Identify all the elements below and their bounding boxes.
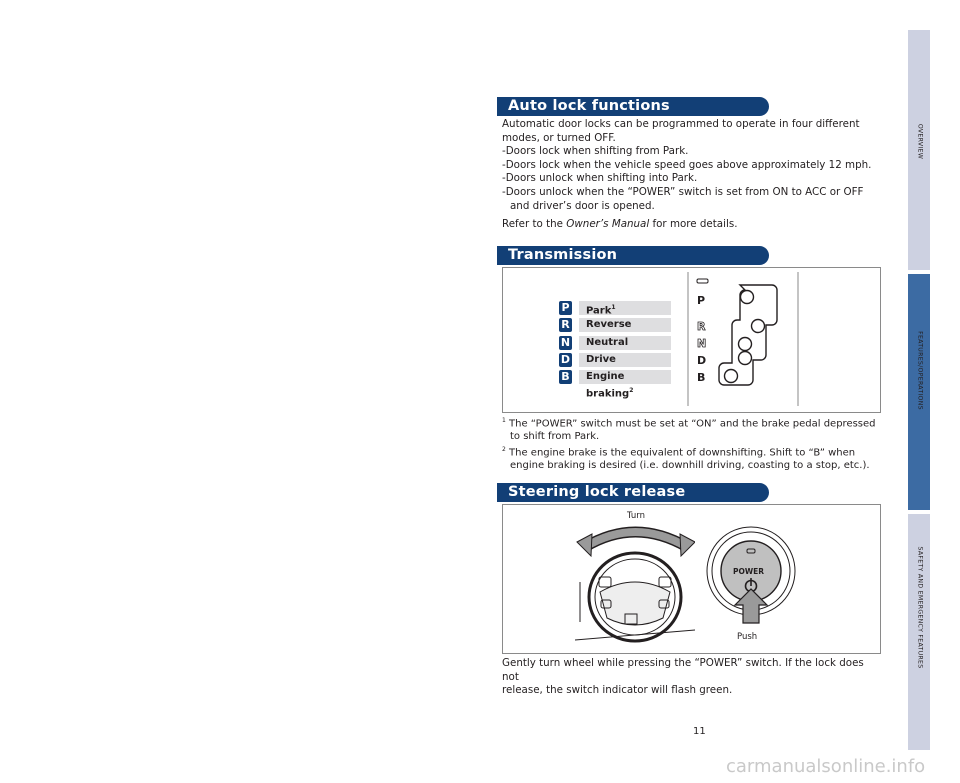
gear-badge-d: D	[560, 353, 571, 366]
steering-wheel-illustration	[575, 522, 695, 650]
power-button-illustration	[703, 523, 803, 633]
gate-letter-b: B	[697, 371, 706, 384]
gear-badge-r: R	[559, 318, 572, 332]
footnote-1-text: The “POWER” switch must be set at “ON” and the brake pedal depressed	[509, 418, 876, 430]
footnote-ref: 1	[611, 304, 616, 311]
gear-label-reverse: Reverse	[579, 318, 671, 332]
gear-badge-n: N	[560, 336, 571, 349]
footnote-1-line-2: to shift from Park.	[510, 431, 600, 443]
steering-text-line-2: release, the switch indicator will flash green.	[502, 684, 733, 697]
auto-lock-intro-1: Automatic door locks can be programmed to operate in four different	[502, 118, 860, 130]
footnote-1-line-1	[502, 415, 882, 431]
auto-lock-text	[502, 118, 882, 232]
gear-label-text: Park	[586, 305, 612, 317]
auto-lock-item: -Doors lock when the vehicle speed goes above approximately 12 mph.	[502, 158, 872, 171]
side-tab-overview-label: OVERVIEW	[916, 123, 924, 160]
footnote-2-text: The engine brake is the equivalent of downshifting. Shift to “B” when	[509, 447, 856, 459]
gate-letter-p: P	[697, 294, 706, 307]
auto-lock-intro-2: modes, or turned OFF.	[502, 131, 616, 144]
gear-badge-p: P	[559, 301, 572, 315]
footnote-2-num: 2	[502, 445, 506, 453]
auto-lock-item: -Doors lock when shifting from Park.	[502, 145, 689, 158]
footnote-2-line-1	[502, 444, 882, 460]
transmission-header: Transmission	[497, 246, 769, 265]
gear-label-engine-braking	[579, 370, 671, 400]
footnote-ref: 2	[629, 387, 634, 394]
refer-suffix: for more details.	[649, 218, 738, 231]
auto-lock-refer	[502, 218, 882, 232]
footnote-1-num: 1	[502, 417, 506, 424]
steering-text-line-1: Gently turn wheel while pressing the “POWER” switch. If the lock does not	[502, 657, 864, 683]
push-label: Push	[737, 632, 758, 642]
page-number: 11	[693, 726, 706, 737]
watermark: carmanualsonline.info	[726, 756, 926, 777]
gear-label-drive: Drive	[579, 353, 671, 367]
gear-label-text: Engine braking	[586, 371, 630, 400]
steering-text	[502, 657, 882, 698]
gate-letter-r: R	[697, 320, 706, 333]
steering-header: Steering lock release	[497, 483, 769, 502]
auto-lock-item-cont: and driver’s door is opened.	[510, 199, 655, 212]
gear-badge-b: B	[559, 370, 572, 384]
footnote-2-line-2: engine braking is desired (i.e. downhill driving, coasting to a stop, etc.).	[510, 460, 870, 472]
refer-prefix: Refer to the	[502, 218, 567, 231]
turn-label: Turn	[627, 511, 646, 521]
auto-lock-item: -Doors unlock when the “POWER” switch is set from ON to ACC or OFF	[502, 185, 864, 198]
auto-lock-item: -Doors unlock when shifting into Park.	[502, 172, 698, 185]
gear-label-neutral: Neutral	[579, 336, 671, 350]
power-button-label: POWER	[733, 567, 765, 576]
side-tab-features-label: FEATURES/OPERATIONS	[916, 331, 924, 410]
transmission-footnotes	[502, 415, 882, 473]
side-tab-safety-label: SAFETY AND EMERGENCY FEATURES	[916, 546, 924, 669]
gate-letter-n: N	[697, 337, 707, 350]
owners-manual-ref: Owner’s Manual	[566, 218, 650, 231]
gate-letter-d: D	[697, 354, 707, 367]
auto-lock-header: Auto lock functions	[497, 97, 769, 116]
shift-gate-illustration	[685, 268, 805, 412]
gear-label-park	[579, 301, 671, 315]
